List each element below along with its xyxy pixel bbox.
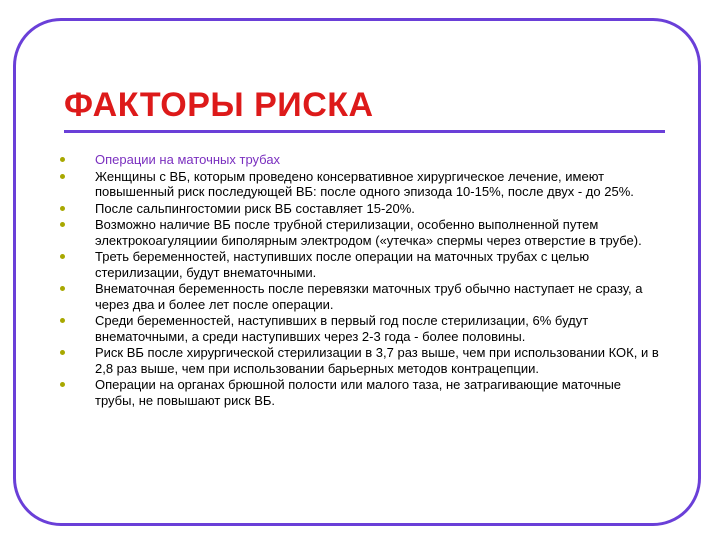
list-item: [60, 377, 660, 408]
bullet-icon: [60, 318, 65, 323]
list-item: [60, 281, 660, 312]
list-item-text: Операции на органах брюшной полости или малого таза, не затрагивающие маточные трубы, не повышают риск ВБ.: [95, 377, 622, 408]
list-item-text: Возможно наличие ВБ после трубной стерилизации, особенно выполненной путем электрокоагуляциии биполярным электродом («утечка» спермы через отверстие в трубе).: [95, 217, 642, 248]
list-item-text: Треть беременностей, наступивших после операции на маточных трубах с целью стерилизации, будут внематочными.: [95, 249, 590, 280]
list-item-text: Риск ВБ после хирургической стерилизации в 3,7 раз выше, чем при использовании КОК, и в 2,8 раз выше, чем при использовании барьерных методов контрацепции.: [95, 345, 659, 376]
bullet-icon: [60, 254, 65, 259]
list-item: [60, 152, 660, 167]
list-item: [60, 313, 660, 344]
list-item-text: Внематочная беременность после перевязки маточных труб обычно наступает не сразу, а через два и более лет после операции.: [95, 281, 643, 312]
list-item-text: После сальпингостомии риск ВБ составляет 15-20%.: [95, 200, 415, 216]
list-item-text: Женщины с ВБ, которым проведено консервативное хирургическое лечение, имеют повышенный риск последующей ВБ: после одного эпизода 10-15%, после двух - до 25%.: [95, 168, 634, 199]
list-item: [60, 249, 660, 280]
list-item: [60, 201, 660, 216]
list-item-text: Операции на маточных трубах: [95, 152, 281, 167]
bullet-icon: [60, 350, 65, 355]
list-item: [60, 169, 660, 200]
title-underline: [64, 130, 665, 133]
list-item: [60, 345, 660, 376]
bullet-icon: [60, 157, 65, 162]
bullet-icon: [60, 206, 65, 211]
risk-factor-list: [60, 152, 660, 409]
list-item: [60, 217, 660, 248]
bullet-icon: [60, 222, 65, 227]
list-item-text: Среди беременностей, наступивших в первый год после стерилизации, 6% будут внематочными, а среди наступивших через 2-3 года - более половины.: [95, 313, 589, 344]
bullet-icon: [60, 286, 65, 291]
bullet-icon: [60, 382, 65, 387]
slide-title: ФАКТОРЫ РИСКА: [64, 86, 374, 124]
bullet-icon: [60, 174, 65, 179]
